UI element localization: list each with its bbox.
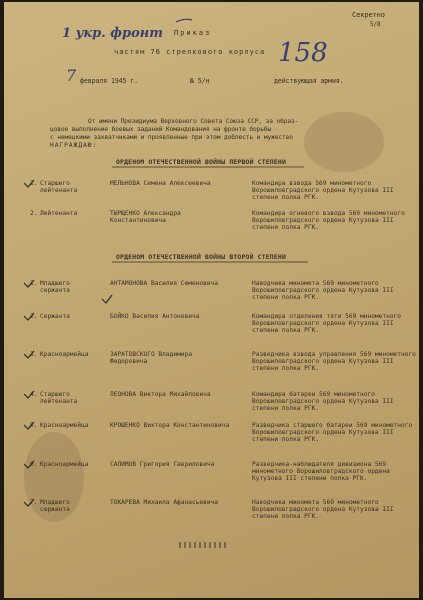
check-mark-icon	[24, 499, 34, 506]
entry-number: 3.	[30, 351, 38, 358]
entry-position: Командира отделения тяги 569 минометного Ворошиловградского ордена Кутузова III степени полка РГК.	[252, 313, 402, 335]
check-mark-icon	[24, 180, 34, 187]
entry-rank: Младшего сержанта	[40, 280, 70, 295]
entry-rank: Красноармейца	[40, 461, 89, 468]
check-mark-icon	[24, 280, 34, 287]
handwritten-date-day: 7	[66, 66, 77, 85]
preamble-award-word: НАГРАЖДАЮ:	[50, 142, 98, 149]
entry-position: Разведчика-наблюдателя дивизиона 569 минометного Ворошиловградского ордена Кутузова III степени полка РГК.	[252, 461, 390, 483]
entry-name: ЛЕОНОВА Виктора Михайловича	[110, 391, 211, 398]
entry-name: ЗАРАТОВСКОГО Владимира Федоровича	[110, 351, 192, 366]
document-subtitle: частям 76 стрелкового корпуса	[114, 48, 266, 56]
pencil-marks	[4, 2, 419, 598]
order-date: февраля 1945 г.	[80, 77, 139, 85]
entry-name: САЛИМОВ Григория Гавриловича	[110, 461, 215, 468]
pen-stroke-icon	[176, 19, 192, 22]
entry-rank: Старшего лейтенанта	[40, 391, 78, 406]
check-mark-icon	[24, 461, 34, 468]
section-title-first-degree: ОРДЕНОМ ОТЕЧЕСТВЕННОЙ ВОЙНЫ ПЕРВОЙ СТЕПЕНИ	[116, 158, 286, 166]
entry-number: 4.	[30, 391, 38, 398]
entry-rank: Красноармейца	[40, 351, 89, 358]
entry-number: 5.	[30, 422, 38, 429]
entry-name: МЕЛЬНОВА Семена Алексеевича	[110, 180, 211, 187]
entry-number: 1.	[30, 180, 38, 187]
check-mark-icon	[24, 351, 34, 358]
preamble-line: с немецкими захватчиками и проявленные при этом доблесть и мужество	[50, 134, 293, 141]
check-mark-icon	[24, 391, 34, 398]
order-location: действующая армия.	[274, 77, 344, 85]
entry-position: Командира огневого взвода 569 минометного Ворошиловградского ордена Кутузова III степени полка РГК.	[252, 210, 405, 232]
order-number: № 5/н	[190, 77, 210, 85]
secrecy-mark: Секретно	[352, 11, 385, 19]
entry-position: Разведчика старшего батареи 569 минометного Ворошиловградского ордена Кутузова III степени полка РГК.	[252, 422, 413, 444]
entry-name: БОЙКО Василия Антоновича	[110, 313, 200, 320]
entry-name: КРОШЕНКО Виктора Константиновича	[110, 422, 230, 429]
check-mark-icon	[24, 313, 34, 320]
entry-number: 6.	[30, 461, 38, 468]
document-title: Приказ	[174, 29, 212, 37]
entry-position: Командира взвода 569 минометного Ворошиловградского ордена Кутузова III степени полка РГК.	[252, 180, 394, 202]
check-mark-icon	[102, 295, 112, 303]
handwritten-front: 1 укр. фронт	[62, 26, 164, 41]
entry-rank: Лейтенанта	[40, 210, 78, 217]
entry-number: 1.	[30, 280, 38, 287]
entry-number: 7.	[30, 499, 38, 506]
document-page	[4, 2, 419, 598]
section-title-second-degree: ОРДЕНОМ ОТЕЧЕСТВЕННОЙ ВОЙНЫ ВТОРОЙ СТЕПЕНИ	[116, 253, 286, 261]
entry-rank: Младшего сержанта	[40, 499, 70, 514]
entry-name: ТЫРЩЕНКО Александра Константиновича	[110, 210, 181, 225]
entry-position: Командира батареи 569 минометного Ворошиловградского ордена Кутузова III степени полка РГК.	[252, 391, 394, 413]
entry-number: 2.	[30, 210, 38, 217]
entry-name: АНТАМОНОВА Василия Семеновича	[110, 280, 219, 287]
check-mark-icon	[24, 422, 34, 429]
entry-rank: Сержанта	[40, 313, 70, 320]
entry-name: ТОКАРЕВА Михаила Афанасьевича	[110, 499, 219, 506]
entry-number: 2.	[30, 313, 38, 320]
handwritten-number: 158	[278, 38, 328, 68]
entry-rank: Старшего лейтенанта	[40, 180, 78, 195]
entry-rank: Красноармейца	[40, 422, 89, 429]
entry-position: Наводчика миномета 569 минометного Ворошиловградского ордена Кутузова III степени полка РГК.	[252, 499, 394, 521]
entry-position: Разведчика взвода управления 569 минометного Ворошиловградского ордена Кутузова III степени полка РГК.	[252, 351, 416, 373]
preamble-line: От имени Президиума Верховного Совета Союза ССР, за образ-	[88, 118, 299, 125]
entry-position: Наводчика миномета 569 минометного Ворошиловградского ордена Кутузова III степени полка РГК.	[252, 280, 394, 302]
preamble-line: цовое выполнение боевых заданий Командования на фронте борьбы	[50, 126, 272, 133]
secrecy-number: 5/8	[370, 21, 381, 28]
